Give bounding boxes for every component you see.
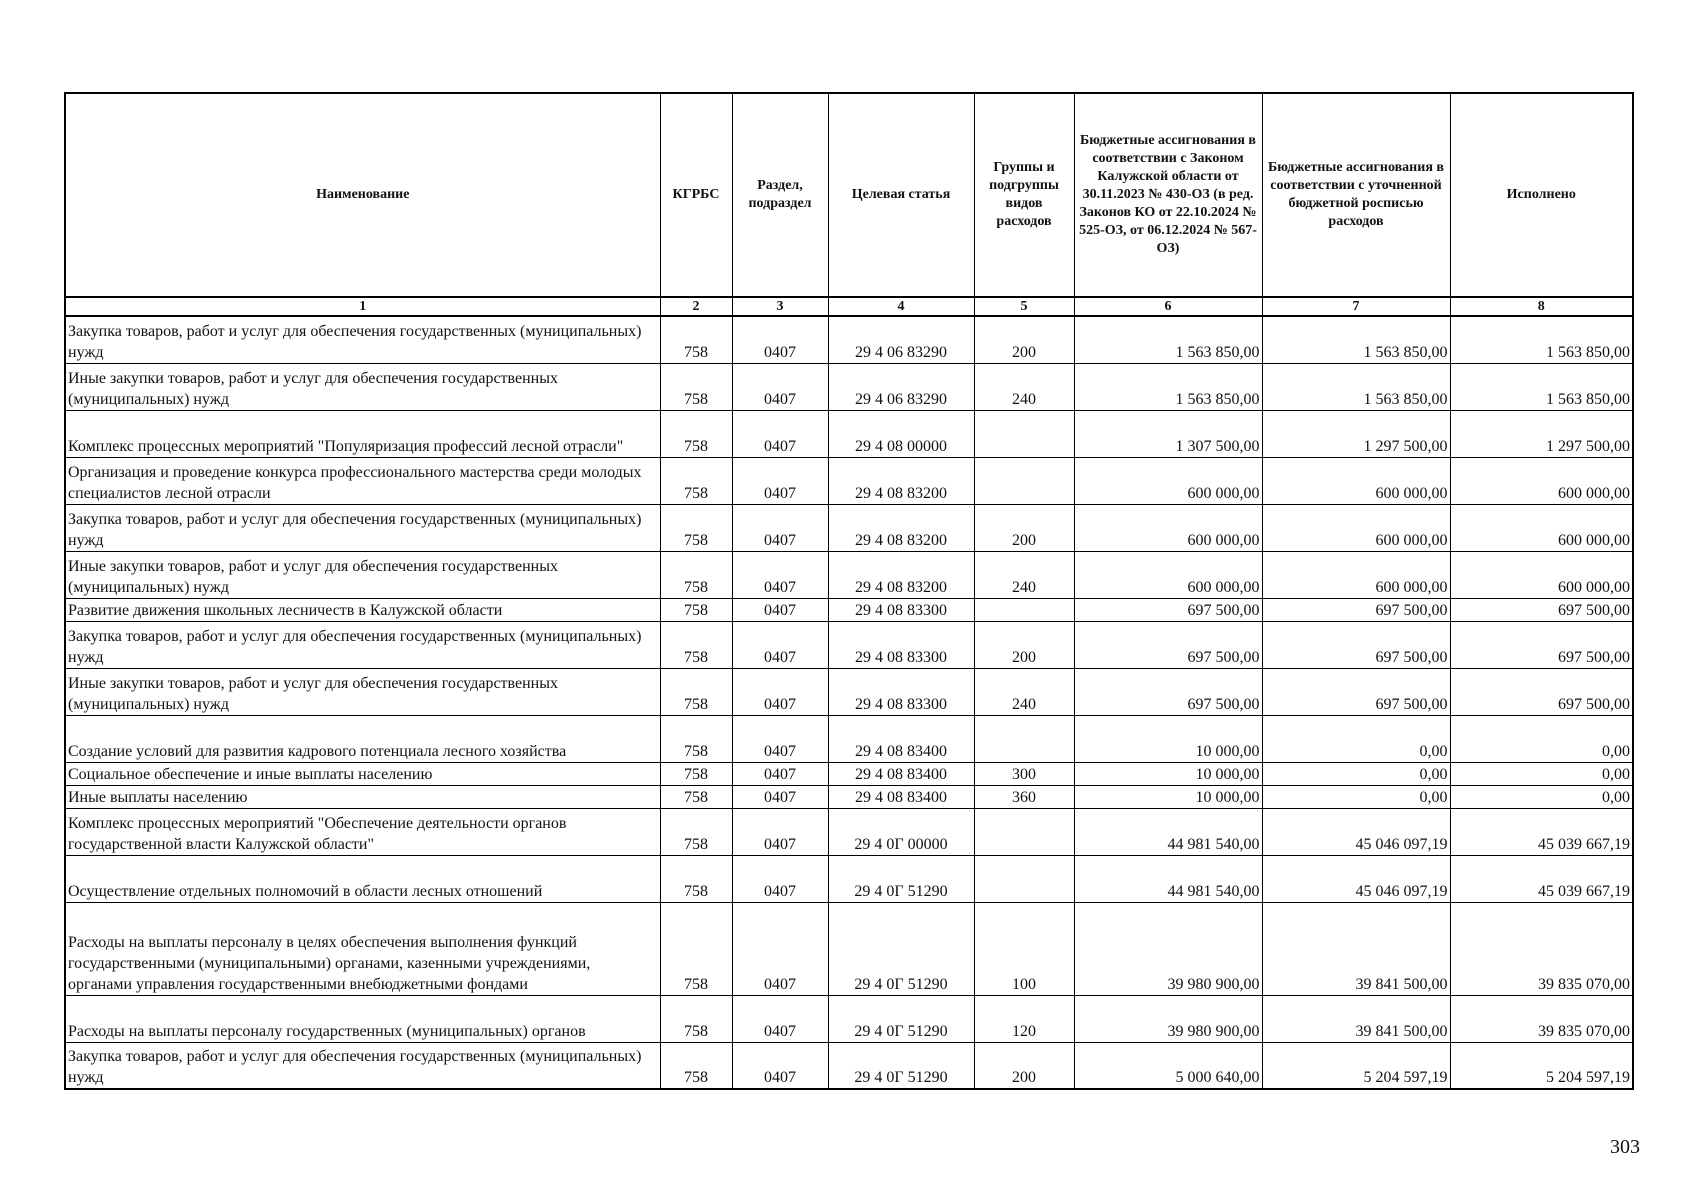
cell-approved: 1 307 500,00 [1074,410,1262,457]
cell-group: 240 [974,363,1074,410]
cell-kgrbs: 758 [660,785,732,808]
cell-section: 0407 [732,551,828,598]
cell-name: Комплекс процессных мероприятий "Обеспечение деятельности органов государственной власти Калужской области" [65,808,660,855]
column-number: 1 [65,297,660,316]
cell-name: Осуществление отдельных полномочий в области лесных отношений [65,855,660,902]
table-row [65,457,1633,504]
cell-section: 0407 [732,1042,828,1089]
column-number: 5 [974,297,1074,316]
header-groups: Группы и подгруппы видов расходов [974,93,1074,297]
cell-executed: 697 500,00 [1450,668,1633,715]
cell-target: 29 4 0Г 00000 [828,808,974,855]
cell-group [974,410,1074,457]
cell-kgrbs: 758 [660,668,732,715]
cell-refined: 1 297 500,00 [1262,410,1450,457]
column-number: 6 [1074,297,1262,316]
cell-refined: 697 500,00 [1262,668,1450,715]
cell-group: 200 [974,621,1074,668]
cell-target: 29 4 08 00000 [828,410,974,457]
cell-executed: 45 039 667,19 [1450,855,1633,902]
cell-section: 0407 [732,808,828,855]
cell-name: Иные закупки товаров, работ и услуг для обеспечения государственных (муниципальных) нужд [65,363,660,410]
table-row [65,316,1633,363]
cell-target: 29 4 0Г 51290 [828,855,974,902]
cell-refined: 39 841 500,00 [1262,995,1450,1042]
cell-target: 29 4 08 83200 [828,551,974,598]
cell-refined: 1 563 850,00 [1262,316,1450,363]
header-kgrbs: КГРБС [660,93,732,297]
cell-kgrbs: 758 [660,762,732,785]
cell-group: 240 [974,551,1074,598]
cell-kgrbs: 758 [660,504,732,551]
cell-section: 0407 [732,668,828,715]
cell-executed: 697 500,00 [1450,598,1633,621]
cell-executed: 600 000,00 [1450,457,1633,504]
cell-name: Расходы на выплаты персоналу в целях обеспечения выполнения функций государственными (муниципальными) органами, казенными учреждениями, органами управления государственными внебюджетными фондами [65,902,660,995]
cell-name: Иные выплаты населению [65,785,660,808]
cell-name: Закупка товаров, работ и услуг для обеспечения государственных (муниципальных) нужд [65,1042,660,1089]
cell-group: 200 [974,316,1074,363]
cell-kgrbs: 758 [660,855,732,902]
cell-approved: 10 000,00 [1074,785,1262,808]
cell-executed: 0,00 [1450,715,1633,762]
table-row [65,855,1633,902]
header-target: Целевая статья [828,93,974,297]
cell-name: Развитие движения школьных лесничеств в Калужской области [65,598,660,621]
cell-name: Расходы на выплаты персоналу государственных (муниципальных) органов [65,995,660,1042]
cell-refined: 600 000,00 [1262,457,1450,504]
page-number: 303 [1610,1136,1640,1158]
cell-section: 0407 [732,363,828,410]
cell-group [974,808,1074,855]
cell-section: 0407 [732,598,828,621]
cell-refined: 600 000,00 [1262,504,1450,551]
table-row [65,995,1633,1042]
cell-refined: 600 000,00 [1262,551,1450,598]
cell-group: 360 [974,785,1074,808]
cell-target: 29 4 08 83200 [828,457,974,504]
cell-kgrbs: 758 [660,715,732,762]
cell-executed: 5 204 597,19 [1450,1042,1633,1089]
cell-refined: 0,00 [1262,715,1450,762]
cell-group [974,715,1074,762]
cell-name: Социальное обеспечение и иные выплаты населению [65,762,660,785]
column-number: 4 [828,297,974,316]
cell-name: Иные закупки товаров, работ и услуг для обеспечения государственных (муниципальных) нужд [65,551,660,598]
table-row [65,504,1633,551]
budget-table-sheet [64,92,1634,1090]
cell-refined: 697 500,00 [1262,598,1450,621]
header-refined: Бюджетные ассигнования в соответствии с уточненной бюджетной росписью расходов [1262,93,1450,297]
cell-section: 0407 [732,995,828,1042]
cell-group: 240 [974,668,1074,715]
cell-group: 100 [974,902,1074,995]
cell-target: 29 4 06 83290 [828,316,974,363]
cell-section: 0407 [732,457,828,504]
cell-group [974,855,1074,902]
table-row [65,598,1633,621]
cell-approved: 697 500,00 [1074,668,1262,715]
cell-approved: 10 000,00 [1074,762,1262,785]
header-name: Наименование [65,93,660,297]
cell-refined: 0,00 [1262,785,1450,808]
cell-group: 300 [974,762,1074,785]
cell-approved: 44 981 540,00 [1074,808,1262,855]
cell-executed: 1 563 850,00 [1450,316,1633,363]
cell-approved: 697 500,00 [1074,598,1262,621]
table-row [65,762,1633,785]
cell-approved: 1 563 850,00 [1074,316,1262,363]
cell-target: 29 4 08 83400 [828,715,974,762]
cell-approved: 5 000 640,00 [1074,1042,1262,1089]
cell-section: 0407 [732,410,828,457]
cell-target: 29 4 0Г 51290 [828,902,974,995]
header-section: Раздел, подраздел [732,93,828,297]
budget-execution-table [64,92,1634,1090]
table-header [65,93,1633,316]
cell-executed: 45 039 667,19 [1450,808,1633,855]
cell-refined: 1 563 850,00 [1262,363,1450,410]
cell-target: 29 4 08 83400 [828,762,974,785]
cell-target: 29 4 08 83200 [828,504,974,551]
table-row [65,715,1633,762]
table-row [65,410,1633,457]
cell-target: 29 4 0Г 51290 [828,995,974,1042]
cell-executed: 600 000,00 [1450,504,1633,551]
cell-refined: 0,00 [1262,762,1450,785]
cell-approved: 1 563 850,00 [1074,363,1262,410]
cell-executed: 0,00 [1450,762,1633,785]
cell-refined: 39 841 500,00 [1262,902,1450,995]
cell-executed: 600 000,00 [1450,551,1633,598]
cell-kgrbs: 758 [660,410,732,457]
cell-name: Создание условий для развития кадрового потенциала лесного хозяйства [65,715,660,762]
cell-approved: 600 000,00 [1074,551,1262,598]
cell-approved: 600 000,00 [1074,457,1262,504]
cell-approved: 10 000,00 [1074,715,1262,762]
cell-kgrbs: 758 [660,995,732,1042]
table-body [65,316,1633,1089]
cell-section: 0407 [732,855,828,902]
cell-executed: 39 835 070,00 [1450,902,1633,995]
table-row [65,668,1633,715]
cell-executed: 39 835 070,00 [1450,995,1633,1042]
table-row [65,621,1633,668]
cell-section: 0407 [732,785,828,808]
cell-group: 200 [974,504,1074,551]
cell-section: 0407 [732,504,828,551]
table-row [65,808,1633,855]
cell-approved: 697 500,00 [1074,621,1262,668]
cell-name: Закупка товаров, работ и услуг для обеспечения государственных (муниципальных) нужд [65,621,660,668]
table-row [65,785,1633,808]
cell-executed: 1 297 500,00 [1450,410,1633,457]
cell-kgrbs: 758 [660,808,732,855]
cell-group [974,598,1074,621]
cell-target: 29 4 08 83300 [828,598,974,621]
cell-kgrbs: 758 [660,1042,732,1089]
cell-executed: 697 500,00 [1450,621,1633,668]
cell-approved: 39 980 900,00 [1074,995,1262,1042]
cell-target: 29 4 08 83300 [828,621,974,668]
table-row [65,551,1633,598]
header-approved: Бюджетные ассигнования в соответствии с Законом Калужской области от 30.11.2023 № 430-ОЗ (в ред. Законов КО от 22.10.2024 № 525-ОЗ, от 06.12.2024 № 567-ОЗ) [1074,93,1262,297]
column-number: 2 [660,297,732,316]
table-row [65,902,1633,995]
cell-kgrbs: 758 [660,902,732,995]
cell-approved: 44 981 540,00 [1074,855,1262,902]
cell-executed: 1 563 850,00 [1450,363,1633,410]
cell-kgrbs: 758 [660,457,732,504]
column-number: 7 [1262,297,1450,316]
cell-executed: 0,00 [1450,785,1633,808]
table-row [65,1042,1633,1089]
cell-kgrbs: 758 [660,551,732,598]
cell-kgrbs: 758 [660,316,732,363]
cell-group [974,457,1074,504]
cell-name: Закупка товаров, работ и услуг для обеспечения государственных (муниципальных) нужд [65,504,660,551]
cell-section: 0407 [732,715,828,762]
cell-refined: 697 500,00 [1262,621,1450,668]
cell-refined: 45 046 097,19 [1262,855,1450,902]
cell-section: 0407 [732,316,828,363]
cell-section: 0407 [732,621,828,668]
cell-kgrbs: 758 [660,598,732,621]
cell-target: 29 4 06 83290 [828,363,974,410]
cell-kgrbs: 758 [660,621,732,668]
cell-kgrbs: 758 [660,363,732,410]
cell-name: Организация и проведение конкурса профессионального мастерства среди молодых специалистов лесной отрасли [65,457,660,504]
cell-group: 200 [974,1042,1074,1089]
cell-name: Комплекс процессных мероприятий "Популяризация профессий лесной отрасли" [65,410,660,457]
cell-section: 0407 [732,762,828,785]
cell-refined: 45 046 097,19 [1262,808,1450,855]
cell-name: Закупка товаров, работ и услуг для обеспечения государственных (муниципальных) нужд [65,316,660,363]
cell-approved: 39 980 900,00 [1074,902,1262,995]
cell-approved: 600 000,00 [1074,504,1262,551]
column-number: 3 [732,297,828,316]
column-number: 8 [1450,297,1633,316]
header-executed: Исполнено [1450,93,1633,297]
cell-group: 120 [974,995,1074,1042]
cell-target: 29 4 08 83300 [828,668,974,715]
cell-name: Иные закупки товаров, работ и услуг для обеспечения государственных (муниципальных) нужд [65,668,660,715]
cell-refined: 5 204 597,19 [1262,1042,1450,1089]
cell-target: 29 4 0Г 51290 [828,1042,974,1089]
table-row [65,363,1633,410]
cell-section: 0407 [732,902,828,995]
cell-target: 29 4 08 83400 [828,785,974,808]
